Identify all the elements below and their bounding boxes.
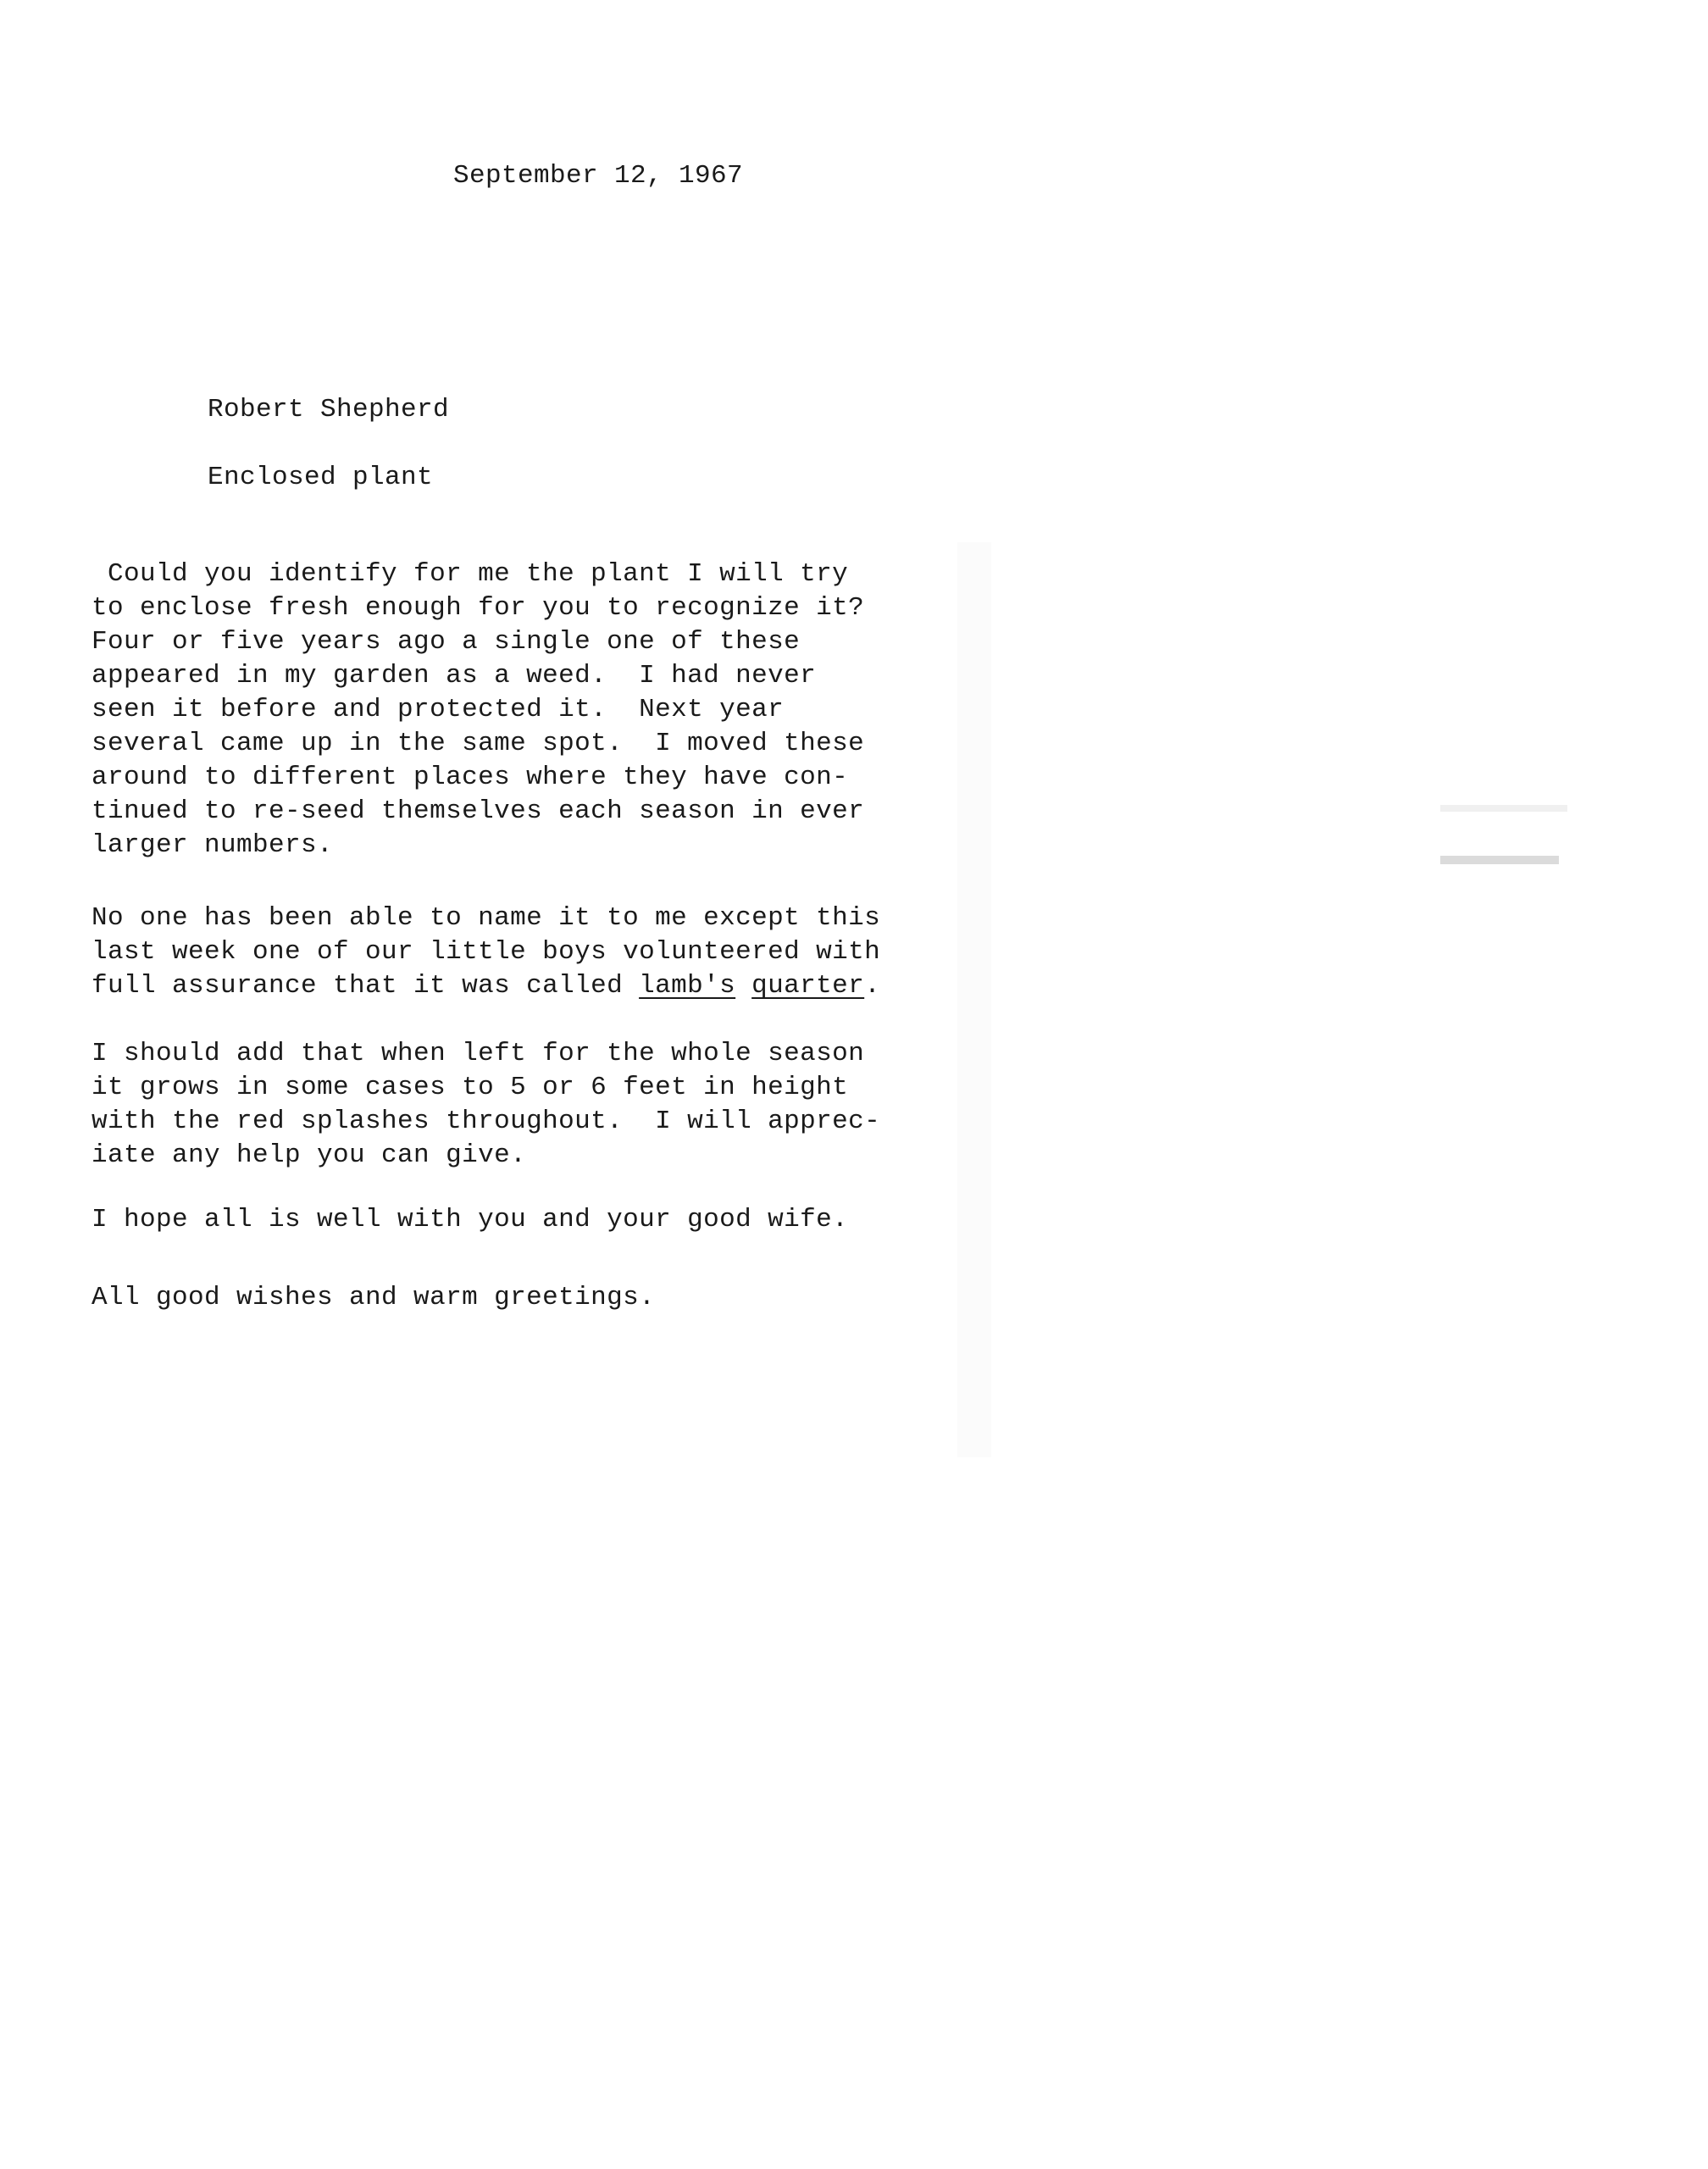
text-line: No one has been able to name it to me except this [92, 903, 881, 933]
paper-shadow [957, 542, 991, 1457]
text-line: with the red splashes throughout. I will apprec- [92, 1107, 881, 1136]
text-line: I should add that when left for the whole season [92, 1039, 865, 1068]
text-fragment: full assurance that it was called [92, 971, 640, 1001]
text-line: Could you identify for me the plant I will try [92, 559, 849, 589]
text-line: last week one of our little boys volunteered with [92, 937, 881, 967]
text-line [92, 969, 880, 1003]
text-line: Four or five years ago a single one of these [92, 627, 801, 657]
text-line: tinued to re-seed themselves each season in ever [92, 796, 865, 826]
text-line: it grows in some cases to 5 or 6 feet in height [92, 1073, 849, 1102]
ink-smudge [1440, 856, 1559, 864]
text-line: several came up in the same spot. I moved these [92, 729, 865, 758]
paragraph-wishes [92, 1203, 848, 1237]
text-line: All good wishes and warm greetings. [92, 1283, 656, 1312]
text-fragment: . [864, 971, 881, 1001]
paragraph-plant-name [92, 901, 880, 1003]
text-fragment [735, 971, 751, 1001]
letter-closing [92, 1281, 655, 1315]
ink-smudge [1440, 805, 1567, 812]
text-line: seen it before and protected it. Next year [92, 695, 785, 724]
text-line: iate any help you can give. [92, 1140, 527, 1170]
text-line: larger numbers. [92, 830, 334, 860]
underlined-term: lamb's [639, 971, 736, 1001]
text-line: around to different places where they have con- [92, 763, 849, 792]
text-line: appeared in my garden as a weed. I had never [92, 661, 817, 691]
paragraph-plant-request [92, 558, 864, 863]
letter-subject: Enclosed plant [208, 463, 434, 492]
paragraph-plant-growth [92, 1037, 880, 1173]
underlined-term: quarter [751, 971, 865, 1001]
text-line: I hope all is well with you and your good wife. [92, 1205, 849, 1234]
letter-recipient: Robert Shepherd [208, 395, 450, 424]
text-line: to enclose fresh enough for you to recognize it? [92, 593, 865, 623]
letter-date: September 12, 1967 [453, 161, 744, 191]
